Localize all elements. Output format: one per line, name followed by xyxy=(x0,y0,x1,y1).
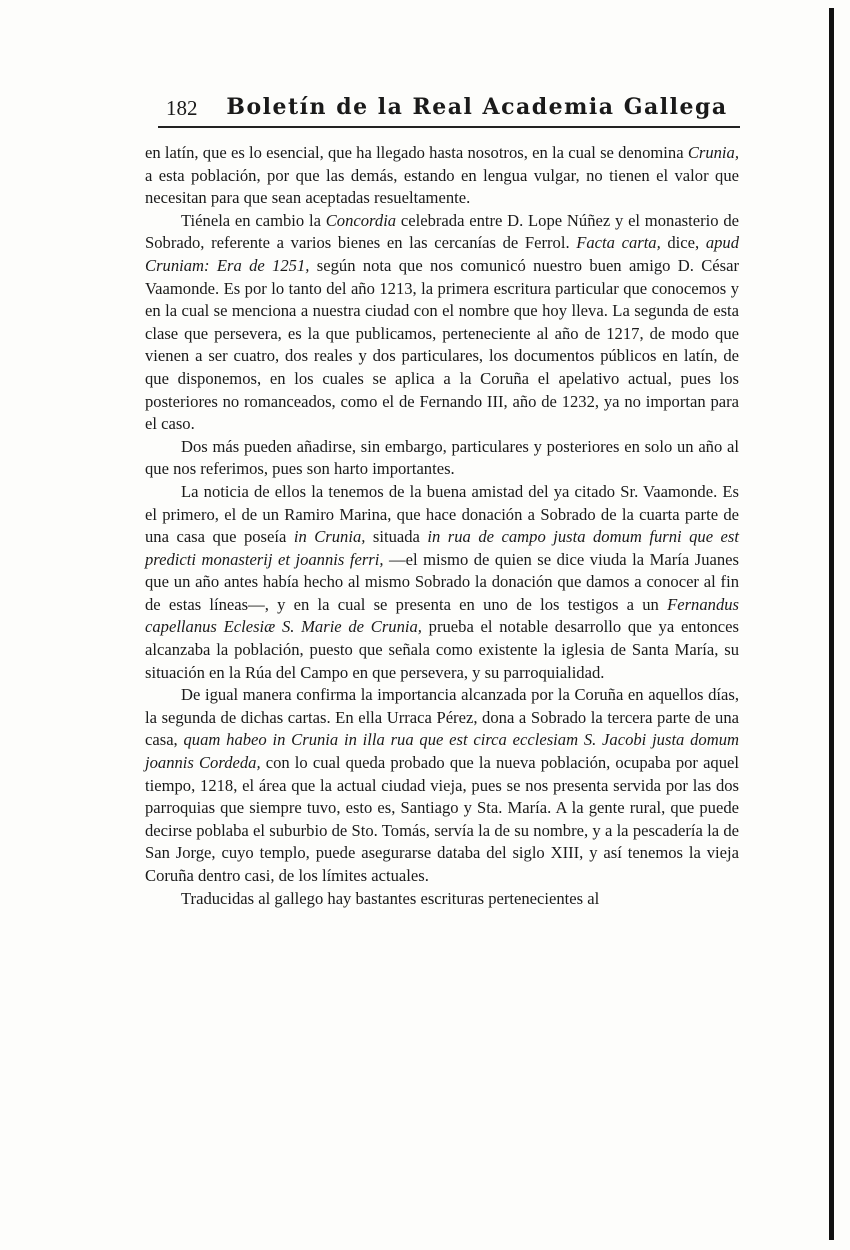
header-rule xyxy=(158,126,740,128)
page-edge-rule xyxy=(829,8,834,1240)
page-header xyxy=(158,94,736,124)
text-run: dice, xyxy=(660,233,706,253)
italic-text: apud Cruniam: Era de 1251, xyxy=(145,233,739,275)
running-title: Boletín de la Real Academia Gallega xyxy=(226,94,728,120)
italic-text: Crunia, xyxy=(687,143,739,162)
text-run: De igual manera confirma la importancia alcanzada por la Coruña en aquellos días, la segunda de dichas cartas. En ella Urraca Pérez, dona a Sobrado la tercera parte de una casa, xyxy=(145,685,739,750)
text-run: La noticia de ellos la tenemos de la buena amistad del ya citado Sr. Vaamonde. Es el primero, el de un Ramiro Marina, que hace donación a Sobrado de la cuarta parte de una casa que poseía xyxy=(145,481,739,547)
text-run: en latín, que es lo esencial, que ha llegado hasta nosotros, en la cual se denomina xyxy=(145,143,688,162)
text-run: celebrada entre D. Lope Núñez y el monasterio de Sobrado, referente a varios bienes en las cercanías de Ferrol. xyxy=(145,210,739,253)
paragraph xyxy=(145,142,739,210)
italic-text: in Crunia, xyxy=(293,527,366,547)
page-number: 182 xyxy=(166,96,198,120)
body-text xyxy=(145,142,739,910)
italic-text: Fernandus capellanus Eclesiæ S. Marie de Crunia, xyxy=(145,594,739,637)
paragraph xyxy=(145,481,739,684)
paragraph xyxy=(145,210,739,436)
paragraph xyxy=(145,436,739,481)
paragraph xyxy=(145,888,739,911)
text-run: prueba el notable desarrollo que ya entonces alcanzaba la población, puesto que señala como existente la iglesia de Santa María, su situación en la Rúa del Campo en que persevera, y su parroquialidad. xyxy=(145,617,739,682)
text-run: —el mismo de quien se dice viuda la María Juanes que un año antes había hecho al mismo Sobrado la donación que damos a conocer al fin de estas líneas—, y en la cual se presenta en uno de los testigos a un xyxy=(145,549,739,614)
text-run: según nota que nos comunicó nuestro buen amigo D. César Vaamonde. Es por lo tanto del año 1213, la primera escritura particular que conocemos y en la cual se menciona a nuestra ciudad con el nombre que hoy lleva. La segunda de esta clase que persevera, es la que publicamos, perteneciente al año de 1217, de modo que vienen a ser cuatro, dos reales y dos particulares, los documentos públicos en latín, de que disponemos, en los cuales se aplica a la Coruña el apelativo actual, pues los posteriores no romanceados, como el de Fernando III, año de 1232, ya no importan para el caso. xyxy=(145,255,739,434)
italic-text: Concordia xyxy=(325,210,397,230)
text-run: a esta población, por que las demás, estando en lengua vulgar, no tienen el valor que necesitan para que sean aceptadas resueltamente. xyxy=(145,165,739,208)
italic-text: in rua de campo justa domum furni que est predicti monasterij et joannis ferri, xyxy=(145,527,739,569)
text-run: Traducidas al gallego hay bastantes escrituras pertenecientes al xyxy=(181,888,600,908)
paragraph xyxy=(145,684,739,887)
text-run: situada xyxy=(365,527,428,547)
text-run: Dos más pueden añadirse, sin embargo, particulares y posteriores en solo un año al que nos referimos, pues son harto importantes. xyxy=(145,436,739,479)
italic-text: quam habeo in Crunia in illa rua que est circa ecclesiam S. Jacobi justa domum joannis Cordeda, xyxy=(145,730,739,773)
text-run: con lo cual queda probado que la nueva población, ocupaba por aquel tiempo, 1218, el área que la actual ciudad vieja, pues se nos presenta servida por las dos parroquias que siempre tuvo, esto es, Santiago y Sta. María. A la gente rural, que puede decirse poblaba el suburbio de Sto. Tomás, servía la de su nombre, y a la pescadería la de San Jorge, cuyo templo, puede asegurarse databa del siglo XIII, y así tenemos la vieja Coruña dentro casi, de los límites actuales. xyxy=(145,753,740,885)
text-run: Tiénela en cambio la xyxy=(181,210,326,230)
italic-text: Facta carta, xyxy=(576,233,661,253)
